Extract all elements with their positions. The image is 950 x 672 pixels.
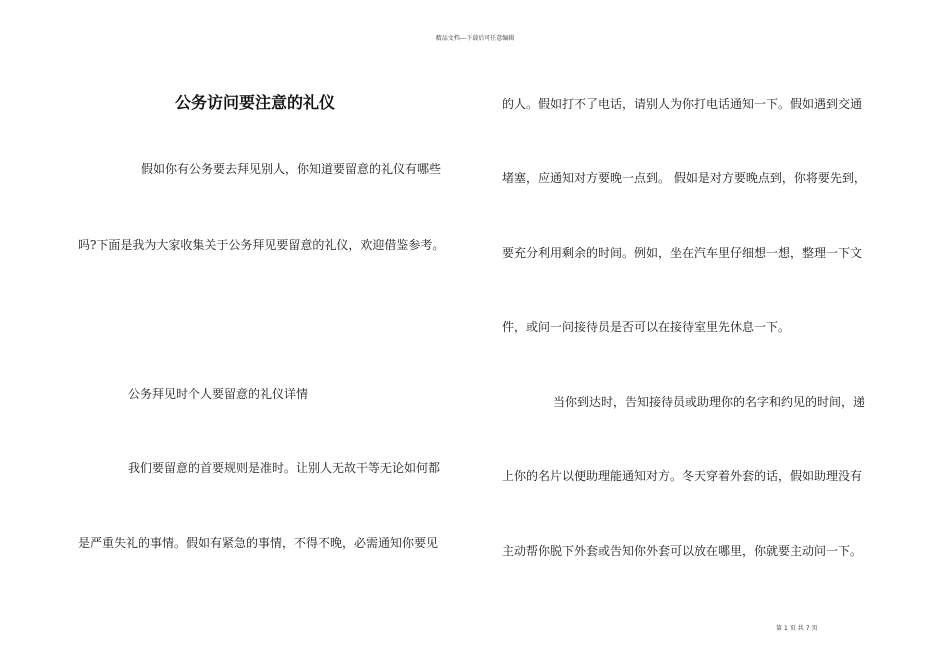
paragraph-line: 上你的名片以便助理能通知对方。冬天穿着外套的话，假如助理没有 — [502, 469, 863, 483]
paragraph-line: 主动帮你脱下外套或告知你外套可以放在哪里，你就要主动问一下。 — [502, 544, 863, 558]
footer-suffix: 页 — [811, 625, 818, 632]
footer-total-pages: 7 — [805, 625, 810, 632]
paragraph-line: 当你到达时，告知接待员或助理你的名字和约见的时间，递 — [553, 395, 866, 409]
footer-current-page: 1 — [784, 625, 788, 632]
paragraph-line: 我们要留意的首要规则是准时。让别人无故干等无论如何都 — [128, 461, 441, 475]
document-title: 公务访问要注意的礼仪 — [175, 93, 336, 112]
page-number-footer — [776, 623, 820, 632]
page-header: 精品文档---下载后可任意编辑 — [435, 35, 515, 42]
paragraph-line: 是严重失礼的事情。假如有紧急的事情，不得不晚，必需通知你要见 — [78, 536, 439, 550]
paragraph-line: 假如你有公务要去拜见别人，你知道要留意的礼仪有哪些 — [141, 162, 442, 176]
paragraph-line: 堵塞，应通知对方要晚一点到。 假如是对方要晚点到，你将要先到， — [502, 171, 866, 185]
paragraph-line: 件，或问一问接待员是否可以在接待室里先休息一下。 — [502, 320, 791, 334]
footer-middle: 页 共 — [789, 625, 804, 632]
paragraph-line: 的人。假如打不了电话，请别人为你打电话通知一下。假如遇到交通 — [502, 97, 863, 111]
paragraph-line: 要充分利用剩余的时间。例如，坐在汽车里仔细想一想，整理一下文 — [502, 246, 863, 260]
footer-prefix: 第 — [776, 625, 783, 632]
section-heading: 公务拜见时个人要留意的礼仪详情 — [128, 387, 309, 401]
paragraph-line: 吗?下面是我为大家收集关于公务拜见要留意的礼仪，欢迎借鉴参考。 — [78, 238, 445, 252]
